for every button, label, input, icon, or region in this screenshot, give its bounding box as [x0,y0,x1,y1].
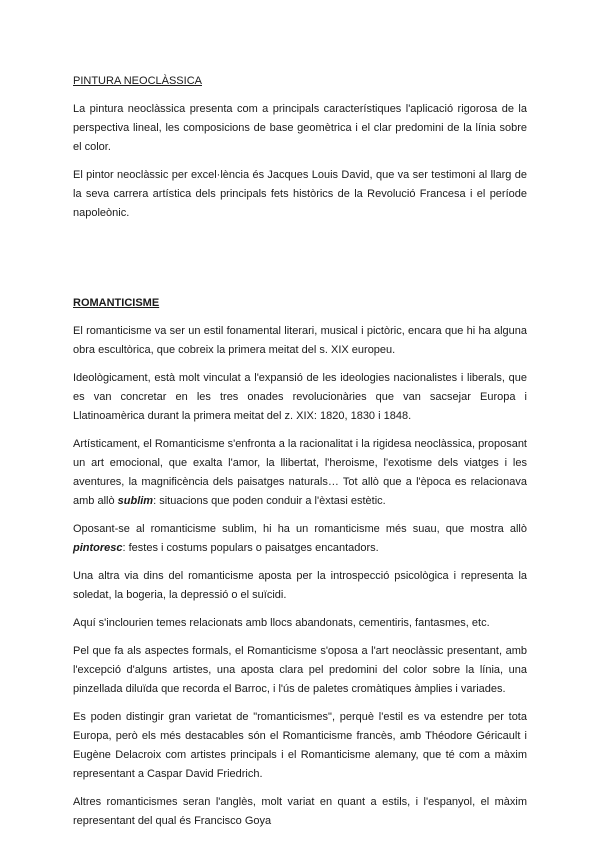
emphasis-pintoresc: pintoresc [73,542,123,554]
text-run: : situacions que poden conduir a l'èxtasi estètic. [153,495,386,507]
paragraph: Es poden distingir gran varietat de "romanticismes", perquè l'estil es va estendre per tota Europa, però els més destacables són el Romanticisme francès, amb Théodore Géricault i Eugène Delacroix com artistes principals i el Romanticisme alemany, que té com a màxim representant a Caspar David Friedrich. [73,711,527,780]
text-run: : festes i costums populars o paisatges encantadors. [122,542,379,554]
text-run: Artísticament, el Romanticisme s'enfronta a la racionalitat i la rigidesa neoclàssica, proposant un art emocional, que exalta l'amor, la llibertat, l'heroisme, l'exotisme dels viatges i les aventures, la magnificència dels paisatges naturals… Tot allò que a l'època es relacionava amb allò [73,438,527,507]
paragraph: Altres romanticismes seran l'anglès, molt variat en quant a estils, i l'espanyol, el màxim representant del qual és Francisco Goya [73,796,527,827]
emphasis-sublim: sublim [117,495,154,507]
paragraph: Aquí s'inclourien temes relacionats amb llocs abandonats, cementiris, fantasmes, etc. [73,617,490,629]
document-body [73,72,527,840]
text-run: Oposant-se al romanticisme sublim, hi ha un romanticisme més suau, que mostra allò [73,523,527,535]
paragraph: El romanticisme va ser un estil fonamental literari, musical i pictòric, encara que hi ha alguna obra escultòrica, que cobreix la primera meitat del s. XIX europeu. [73,325,527,356]
paragraph: Una altra via dins del romanticisme aposta per la introspecció psicològica i representa la soledat, la bogeria, la depressió o el suïcidi. [73,570,527,601]
paragraph: La pintura neoclàssica presenta com a principals característiques l'aplicació rigorosa de la perspectiva lineal, les composicions de base geomètrica i el clar predomini de la línia sobre el color. [73,103,527,153]
paragraph [73,520,527,558]
section-title-romanticism: ROMANTICISME [73,297,160,309]
paragraph: Ideològicament, està molt vinculat a l'expansió de les ideologies nacionalistes i liberals, que es van concretar en les tres onades revolucionàries que van sacsejar Europa i Llatinoamèrica durant la primera meitat del z. XIX: 1820, 1830 i 1848. [73,372,527,422]
section-title-neoclassical: PINTURA NEOCLÀSSICA [73,75,202,87]
paragraph [73,435,527,511]
paragraph: Pel que fa als aspectes formals, el Romanticisme s'oposa a l'art neoclàssic presentant, amb l'excepció d'alguns artistes, una aposta clara pel predomini del color sobre la línia, una pinzellada diluïda que recorda el Barroc, i l'ús de paletes cromàtiques àmplies i variades. [73,645,527,695]
paragraph: El pintor neoclàssic per excel·lència és Jacques Louis David, que va ser testimoni al llarg de la seva carrera artística dels principals fets històrics de la Revolució Francesa i el període napoleònic. [73,169,527,219]
section-spacer [73,232,527,294]
